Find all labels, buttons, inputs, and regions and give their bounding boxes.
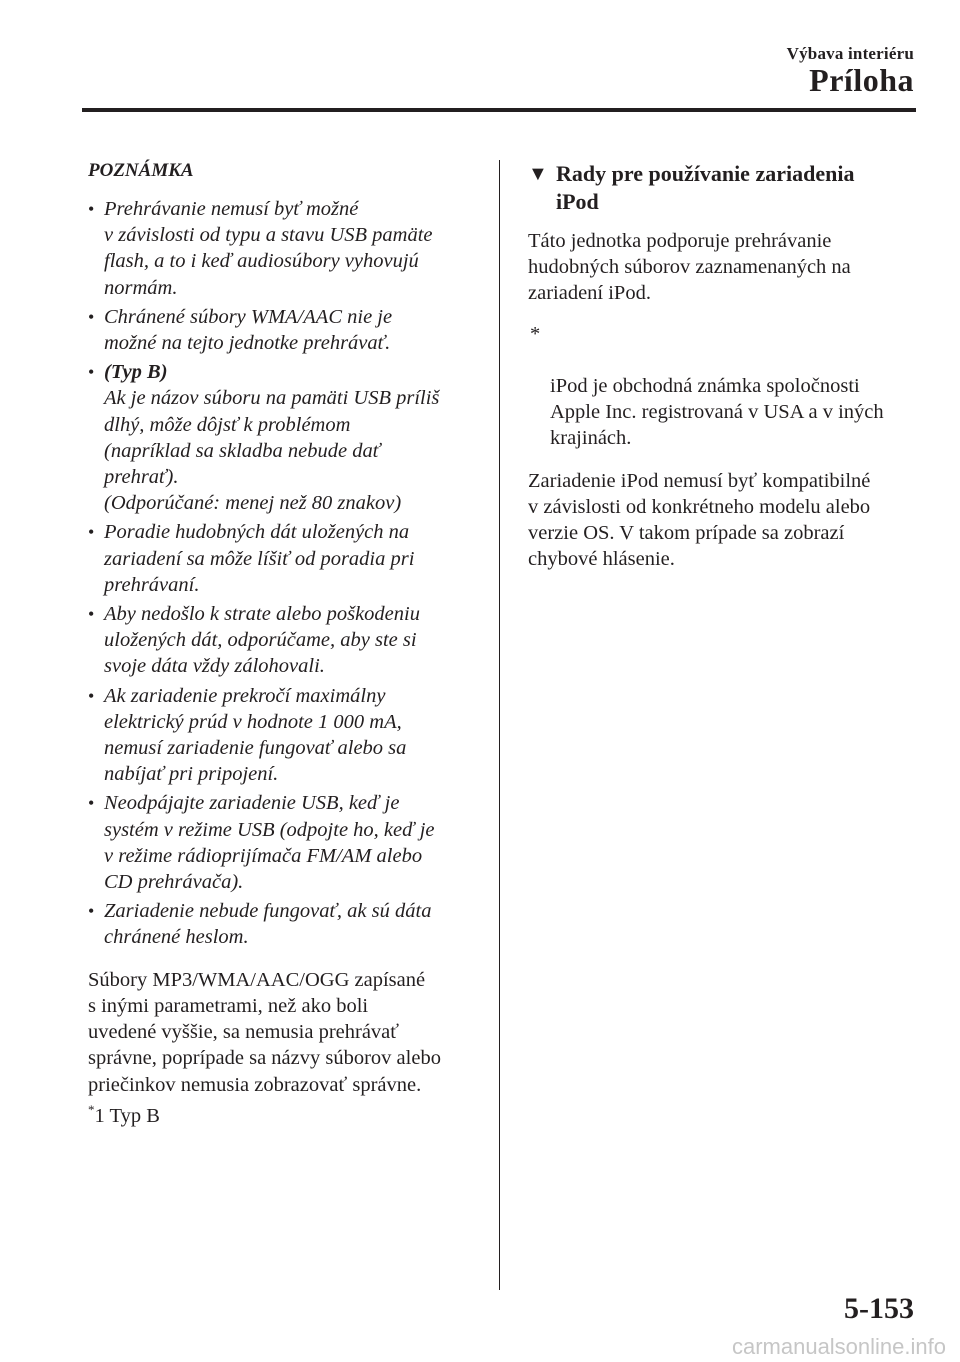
note-item: [88, 196, 484, 301]
section-label: Výbava interiéru: [786, 44, 914, 63]
column-divider: [499, 160, 500, 1290]
mp3-compat-paragraph: Súbory MP3/WMA/AAC/OGG zapísané s inými parametrami, než ako boli uvedené vyššie, sa nemusia prehrávať správne, poprípade sa názvy súborov alebo priečinkov nemusia zobrazovať správne.: [88, 968, 441, 1096]
bullet-icon: •: [88, 522, 95, 543]
bullet-icon: •: [88, 362, 95, 383]
note-item: [88, 898, 484, 950]
note-item: [88, 601, 484, 680]
watermark: carmanualsonline.info: [731, 1334, 946, 1359]
bullet-icon: •: [88, 199, 95, 219]
note-item-label: (Typ B): [104, 361, 168, 384]
left-column: [88, 160, 484, 1128]
note-item-text: Neodpájajte zariadenie USB, keď je systém v režime USB (odpojte ho, keď je v režime rádioprijímača FM/AM alebo CD prehrávača).: [104, 792, 435, 894]
bullet-icon: •: [88, 306, 95, 327]
ipod-heading-text: Rady pre používanie zariadenia iPod: [556, 161, 855, 214]
note-item-text: Prehrávanie nemusí byť možné v závislosti od typu a stavu USB pamäte flash, a to i keď audiosúbory vyhovujú normám.: [104, 198, 433, 299]
note-title: POZNÁMKA: [88, 160, 194, 181]
footnote-mark: *: [88, 1101, 95, 1117]
note-item: [88, 683, 484, 788]
ipod-intro-paragraph: Táto jednotka podporuje prehrávanie hudobných súborov zaznamenaných na zariadení iPod.: [528, 230, 851, 305]
asterisk-icon: *: [530, 322, 541, 345]
note-item-text: Poradie hudobných dát uložených na zariadení sa môže líšiť od poradia pri prehrávaní.: [104, 521, 415, 596]
note-item-text: Aby nedošlo k strate alebo poškodeniu uložených dát, odporúčame, aby ste si svoje dáta vždy zálohovali.: [104, 603, 420, 678]
note-item: [88, 359, 484, 516]
header-divider: [82, 108, 916, 112]
footnote: [88, 1102, 484, 1128]
note-item-text: Ak zariadenie prekročí maximálny elektrický prúd v hodnote 1 000 mA, nemusí zariadenie fungovať alebo sa nabíjať pri pripojení.: [104, 684, 407, 786]
page-title: Príloha: [809, 62, 914, 98]
bullet-icon: •: [88, 793, 95, 814]
note-item-text: Zariadenie nebude fungovať, ak sú dáta chránené heslom.: [104, 900, 432, 949]
ipod-section-heading: [528, 160, 920, 216]
bullet-icon: •: [88, 901, 95, 922]
footnote-text: 1 Typ B: [94, 1104, 160, 1127]
ipod-compat-paragraph: Zariadenie iPod nemusí byť kompatibilné v závislosti od konkrétneho modelu alebo verzie OS. V takom prípade sa zobrazí chybové hlásenie.: [528, 469, 871, 571]
trademark-note-text: iPod je obchodná známka spoločnosti Apple Inc. registrovaná v USA a v iných krajinách.: [550, 375, 884, 450]
triangle-down-icon: ▼: [528, 163, 548, 185]
page-number: 5-153: [844, 1292, 914, 1325]
right-column: [528, 160, 920, 586]
note-item-text: Chránené súbory WMA/AAC nie je možné na tejto jednotke prehrávať.: [104, 305, 393, 355]
note-item-text: Ak je názov súboru na pamäti USB príliš dlhý, môže dôjsť k problémom (napríklad sa skladba nebude dať prehrať). (Odporúčané: menej než 80 znakov): [104, 387, 440, 515]
note-item: [88, 304, 484, 356]
bullet-icon: •: [88, 685, 95, 706]
bullet-icon: •: [88, 604, 95, 625]
trademark-note: [528, 321, 920, 452]
note-list: [88, 196, 484, 951]
note-item: [88, 519, 484, 598]
note-item: [88, 790, 484, 895]
